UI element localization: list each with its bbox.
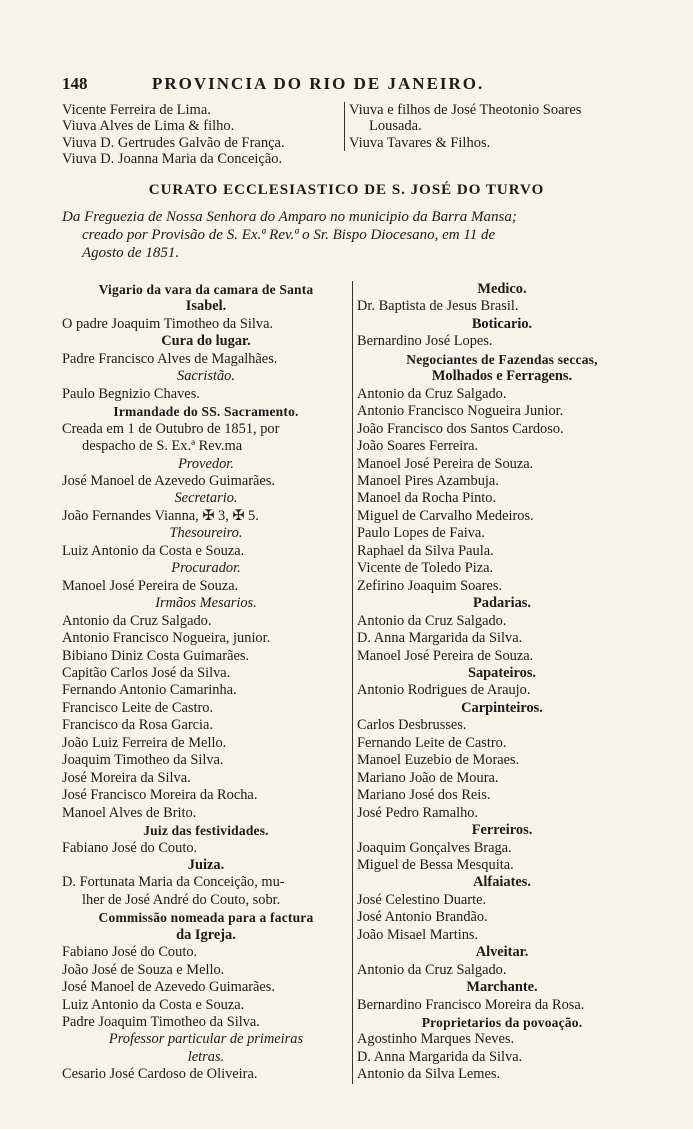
section-heading: Carpinteiros. <box>461 699 543 716</box>
section-heading: Alfaiates. <box>473 874 531 891</box>
section-heading: Vigario da vara da camara de Santa <box>98 282 314 297</box>
list-item: João Misael Martins. <box>357 926 479 943</box>
list-item: Fabiano José do Couto. <box>62 839 198 856</box>
section-heading: Commissão nomeada para a factura <box>98 910 314 926</box>
running-header <box>62 74 632 96</box>
section-title: CURATO ECCLESIASTICO DE S. JOSÉ DO TURVO <box>148 182 545 198</box>
role-heading: Procurador. <box>171 560 241 577</box>
list-item: Creada em 1 de Outubro de 1851, por <box>62 420 280 437</box>
list-item: João José de Souza e Mello. <box>62 961 225 978</box>
list-item: Antonio da Cruz Salgado. <box>357 612 507 629</box>
section-heading: Juiz das festividades. <box>143 823 269 839</box>
list-item: João Soares Ferreira. <box>357 438 479 455</box>
list-item: Lousada. <box>369 118 422 135</box>
list-item: Viuva Alves de Lima & filho. <box>62 118 235 135</box>
list-item: José Moreira da Silva. <box>62 769 191 786</box>
list-item: Antonio da Silva Lemes. <box>357 1066 501 1083</box>
list-item: Viuva D. Joanna Maria da Conceição. <box>62 151 283 168</box>
list-item: Joaquim Gonçalves Braga. <box>357 839 512 856</box>
list-item: Antonio Francisco Nogueira, junior. <box>62 630 271 647</box>
section-heading: Ferreiros. <box>471 822 533 839</box>
list-item: José Manoel de Azevedo Guimarães. <box>62 472 275 489</box>
list-item: Bernardino Francisco Moreira da Rosa. <box>357 996 585 1013</box>
list-item: Manoel Pires Azambuja. <box>357 472 499 489</box>
section-heading: Molhados e Ferragens. <box>431 368 573 385</box>
list-item: Francisco Leite de Castro. <box>62 699 214 716</box>
section-heading: Boticario. <box>471 315 533 332</box>
section-heading: Irmandade do SS. Sacramento. <box>113 404 299 420</box>
list-item: Paulo Begnizio Chaves. <box>62 385 200 402</box>
section-heading: Juiza. <box>187 856 225 873</box>
note-line: Da Freguezia de Nossa Senhora do Amparo no municipio da Barra Mansa; <box>62 209 517 225</box>
list-item: Antonio Rodrigues de Araujo. <box>357 682 531 699</box>
list-item: Carlos Desbrusses. <box>357 717 467 734</box>
list-item: Fabiano José do Couto. <box>62 944 198 961</box>
continued-left-column <box>62 102 342 168</box>
list-item: Bibiano Diniz Costa Guimarães. <box>62 647 250 664</box>
role-heading: Professor particular de primeiras <box>108 1031 304 1048</box>
list-item: Miguel de Carvalho Medeiros. <box>357 507 534 524</box>
section-heading: Proprietarios da povoação. <box>421 1015 583 1031</box>
note-line: creado por Provisão de S. Ex.ª Rev.ª o Sr. Bispo Diocesano, em 11 de <box>82 227 496 243</box>
section-heading: Sapateiros. <box>467 664 537 681</box>
list-item: Fernando Antonio Camarinha. <box>62 682 237 699</box>
directory-body <box>62 281 642 1083</box>
role-heading: Secretario. <box>174 490 238 507</box>
list-item: Joaquim Timotheo da Silva. <box>62 752 224 769</box>
list-item: Padre Joaquim Timotheo da Silva. <box>62 1014 260 1031</box>
page-number: 148 <box>62 74 88 93</box>
list-item: José Manoel de Azevedo Guimarães. <box>62 979 275 996</box>
list-item: Antonio da Cruz Salgado. <box>357 961 507 978</box>
section-heading: Alveitar. <box>475 944 529 961</box>
list-item: Luiz Antonio da Costa e Souza. <box>62 996 245 1013</box>
continued-right-column <box>344 102 649 151</box>
list-item: Francisco da Rosa Garcia. <box>62 717 214 734</box>
section-heading: Marchante. <box>466 979 538 996</box>
list-item: D. Anna Margarida da Silva. <box>357 1048 523 1065</box>
list-item: Manoel Euzebio de Moraes. <box>357 752 520 769</box>
list-item: O padre Joaquim Timotheo da Silva. <box>62 315 274 332</box>
section-heading: Cura do lugar. <box>161 333 251 350</box>
list-item: Paulo Lopes de Faiva. <box>357 525 485 542</box>
list-item: Dr. Baptista de Jesus Brasil. <box>357 298 519 315</box>
list-item: João Francisco dos Santos Cardoso. <box>357 420 564 437</box>
list-item: Manoel José Pereira de Souza. <box>62 577 239 594</box>
list-item: José Pedro Ramalho. <box>357 804 479 821</box>
list-item: Antonio da Cruz Salgado. <box>62 612 212 629</box>
list-item: José Celestino Duarte. <box>357 891 487 908</box>
list-item: Zefirino Joaquim Soares. <box>357 577 503 594</box>
list-item: Mariano João de Moura. <box>357 769 499 786</box>
list-item: Luiz Antonio da Costa e Souza. <box>62 542 245 559</box>
list-item: Raphael da Silva Paula. <box>357 542 494 559</box>
list-item: lher de José André do Couto, sobr. <box>82 891 281 908</box>
section-heading: Isabel. <box>185 298 227 315</box>
note-line: Agosto de 1851. <box>82 245 180 261</box>
list-item: Viuva e filhos de José Theotonio Soares <box>349 102 582 118</box>
list-item: Cesario José Cardoso de Oliveira. <box>62 1066 258 1083</box>
list-item: João Fernandes Vianna, ✠ 3, ✠ 5. <box>62 507 259 524</box>
list-item: Fernando Leite de Castro. <box>357 734 507 751</box>
list-item: Manoel Alves de Brito. <box>62 804 197 821</box>
list-item: Antonio da Cruz Salgado. <box>357 385 507 402</box>
list-item: Manoel José Pereira de Souza. <box>357 455 534 472</box>
role-heading: Sacristão. <box>177 368 235 385</box>
list-item: Manoel da Rocha Pinto. <box>357 490 497 507</box>
role-heading: Provedor. <box>178 455 234 472</box>
list-item: Manoel José Pereira de Souza. <box>357 647 534 664</box>
section-heading: Medico. <box>477 281 527 297</box>
list-item: Vicente Ferreira de Lima. <box>62 102 211 118</box>
list-item: Mariano José dos Reis. <box>357 787 491 804</box>
role-heading: letras. <box>187 1048 225 1065</box>
list-item: Viuva Tavares & Filhos. <box>349 134 491 151</box>
list-item: José Francisco Moreira da Rocha. <box>62 787 258 804</box>
list-item: Bernardino José Lopes. <box>357 333 493 350</box>
role-heading: Thesoureiro. <box>169 525 243 542</box>
list-item: Antonio Francisco Nogueira Junior. <box>357 403 564 420</box>
list-item: Padre Francisco Alves de Magalhães. <box>62 350 278 367</box>
right-column <box>352 281 647 1084</box>
role-heading: Irmãos Mesarios. <box>155 595 257 612</box>
list-item: D. Fortunata Maria da Conceição, mu- <box>62 874 285 891</box>
section-heading: Negociantes de Fazendas seccas, <box>406 351 598 367</box>
list-item: Capitão Carlos José da Silva. <box>62 664 231 681</box>
list-item: Viuva D. Gertrudes Galvão de França. <box>62 134 285 151</box>
list-item: Vicente de Toledo Piza. <box>357 560 494 577</box>
running-title: PROVINCIA DO RIO DE JANEIRO. <box>152 74 485 93</box>
section-heading: da Igreja. <box>176 926 236 943</box>
list-item: Miguel de Bessa Mesquita. <box>357 856 514 873</box>
section-heading: Padarias. <box>473 595 531 612</box>
list-item: despacho de S. Ex.ª Rev.ma <box>82 438 243 455</box>
section-note <box>62 208 637 262</box>
left-column <box>62 281 350 1084</box>
continued-list <box>62 102 642 168</box>
list-item: José Antonio Brandão. <box>357 909 488 926</box>
list-item: João Luiz Ferreira de Mello. <box>62 734 227 751</box>
list-item: Agostinho Marques Neves. <box>357 1031 515 1048</box>
list-item: D. Anna Margarida da Silva. <box>357 630 523 647</box>
